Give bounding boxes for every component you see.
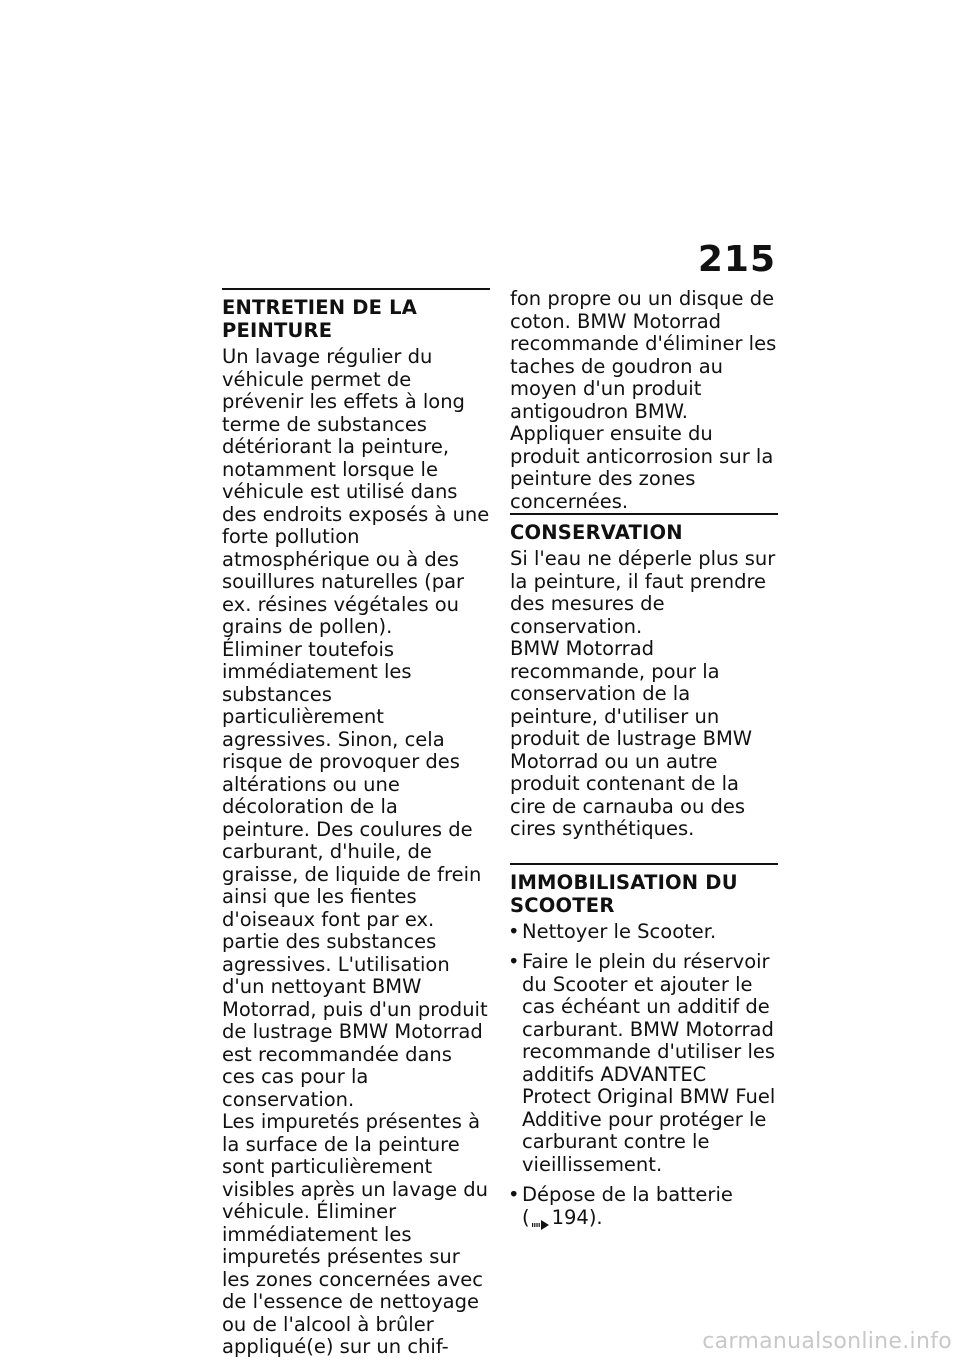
paragraph: Un lavage régulier du véhicule permet de prévenir les effets à long terme de substances détériorant la peinture, notamment lorsque le véhicule est utilisé dans des endroits exposés à une forte pollution atmosphérique ou à des souillures naturelles (par ex. résines végétales ou grains de pollen).	[222, 345, 490, 638]
paragraph: BMW Motorrad recommande, pour la conservation de la peinture, d'utiliser un produit de lustrage BMW Motorrad ou un autre produit contenant de la cire de carnauba ou des cires synthétiques.	[510, 637, 753, 840]
bullet-list	[510, 921, 778, 1230]
page-number: 215	[697, 239, 776, 280]
left-column	[222, 288, 490, 1359]
page-reference-number[interactable]: 194).	[551, 1205, 603, 1229]
list-item-text: Dépose de la batterie	[522, 1183, 733, 1206]
section-heading-paint-care: ENTRETIEN DE LA PEINTURE	[222, 288, 490, 342]
list-item: • Faire le plein du réservoir du Scooter et ajouter le cas échéant un additif de carburant. BMW Motorrad recommande d'utiliser les additifs ADVANTEC Protect Original BMW Fuel Additive pour protéger le carburant contre le vieillissement.	[510, 951, 778, 1176]
section-heading-conservation: CONSERVATION	[510, 513, 778, 544]
paragraph: Les impuretés présentes à la surface de la peinture sont particulièrement visibles après un lavage du véhicule. Éliminer immédiatement les impuretés présentes sur les zones concernées avec de l'essence de nettoyage ou de l'alcool à brûler appliqué(e) sur un chif-	[222, 1110, 489, 1358]
section-heading-immobilisation: IMMOBILISATION DU SCOOTER	[510, 863, 778, 917]
list-item	[510, 1184, 778, 1229]
right-column	[510, 288, 778, 1237]
paragraph: Si l'eau ne déperle plus sur la peinture, il faut prendre des mesures de conservation.	[510, 547, 776, 638]
page-reference-arrow-icon[interactable]	[532, 1213, 550, 1223]
paragraph-continuation: fon propre ou un disque de coton. BMW Motorrad recommande d'éliminer les taches de goudron au moyen d'un produit antigoudron BMW. Appliquer ensuite du produit anticorrosion sur la peinture des zones concernées.	[510, 287, 777, 513]
list-item: • Nettoyer le Scooter.	[510, 921, 778, 944]
watermark: carmanualsonline.info	[702, 1329, 952, 1354]
paragraph: Éliminer toutefois immédiatement les substances particulièrement agressives. Sinon, cela risque de provoquer des altérations ou une décoloration de la peinture. Des coulures de carburant, d'huile, de graisse, de liquide de frein ainsi que les fientes d'oiseaux font par ex. partie des substances agressives. L'utilisation d'un nettoyant BMW Motorrad, puis d'un produit de lustrage BMW Motorrad est recommandée dans ces cas pour la conservation.	[222, 637, 488, 1111]
page-reference-open: (	[522, 1205, 530, 1229]
